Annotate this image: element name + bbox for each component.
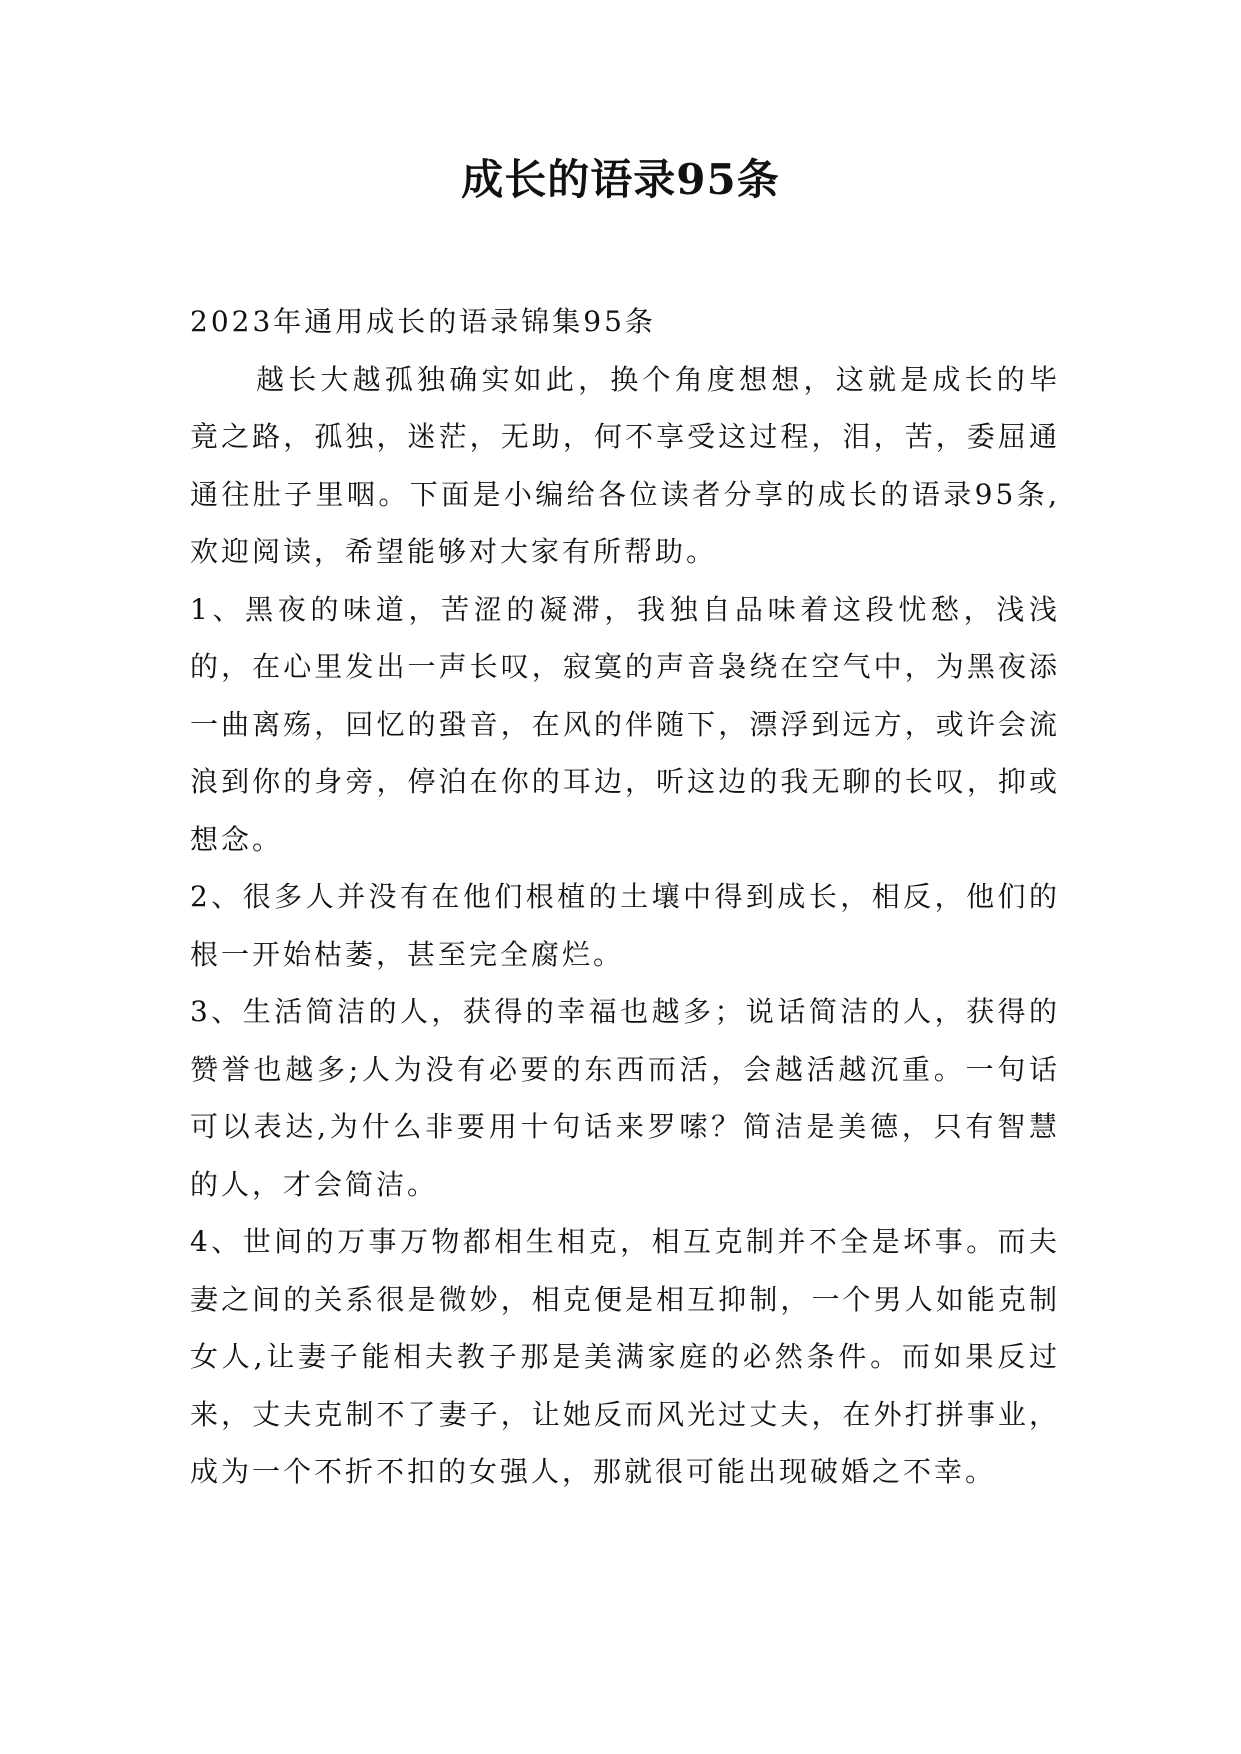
page-title: 成长的语录95条 bbox=[461, 155, 780, 204]
document-subtitle: 2023年通用成长的语录锦集95条 bbox=[190, 305, 656, 338]
quote-item-3: 3、生活简洁的人，获得的幸福也越多；说话简洁的人，获得的赞誉也越多;人为没有必要的东西而活，会越活越沉重。一句话可以表达,为什么非要用十句话来罗嗦？简洁是美德，只有智慧的人，才会简洁。 bbox=[190, 995, 1060, 1201]
intro-paragraph: 越长大越孤独确实如此，换个角度想想，这就是成长的毕竟之路，孤独，迷茫，无助，何不享受这过程，泪，苦，委屈通通往肚子里咽。下面是小编给各位读者分享的成长的语录95条,欢迎阅读，希望能够对大家有所帮助。 bbox=[190, 362, 1060, 568]
quote-item-1: 1、黑夜的味道，苦涩的凝滞，我独自品味着这段忧愁，浅浅的，在心里发出一声长叹，寂寞的声音袅绕在空气中，为黑夜添一曲离殇，回忆的蛩音，在风的伴随下，漂浮到远方，或许会流浪到你的身旁，停泊在你的耳边，听这边的我无聊的长叹，抑或想念。 bbox=[190, 592, 1060, 856]
quote-item-4: 4、世间的万事万物都相生相克，相互克制并不全是坏事。而夫妻之间的关系很是微妙，相克便是相互抑制，一个男人如能克制女人,让妻子能相夫教子那是美满家庭的必然条件。而如果反过来，丈夫克制不了妻子，让她反而风光过丈夫，在外打拼事业，成为一个不折不扣的女强人，那就很可能出现破婚之不幸。 bbox=[190, 1225, 1060, 1488]
document-body bbox=[190, 293, 1060, 1501]
quote-item-2: 2、很多人并没有在他们根植的土壤中得到成长，相反，他们的根一开始枯萎，甚至完全腐烂。 bbox=[190, 880, 1060, 971]
